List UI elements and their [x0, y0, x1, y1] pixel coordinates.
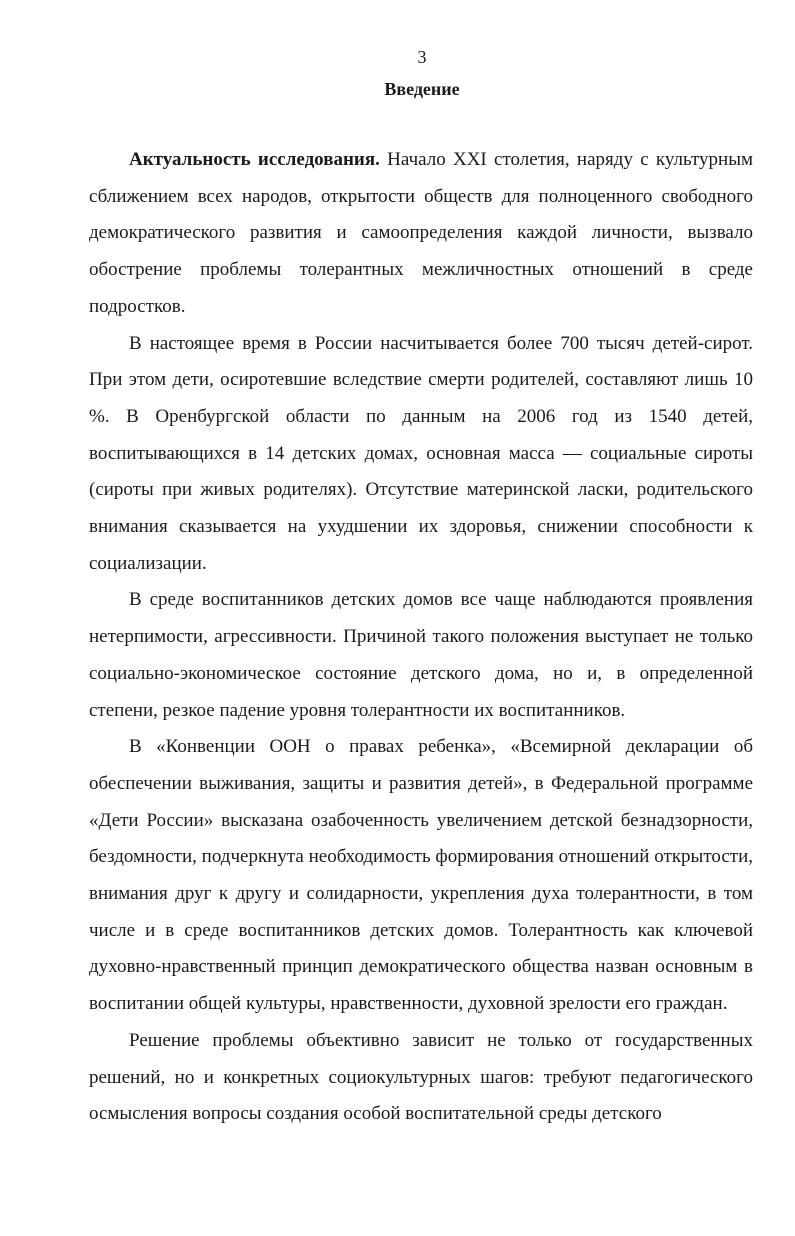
- paragraph-relevance: [89, 142, 753, 326]
- document-body: [89, 142, 753, 1133]
- paragraph-orphans: В настоящее время в России насчитывается более 700 тысяч детей-сирот. При этом дети, осиротевшие вследствие смерти родителей, составляют лишь 10 %. В Оренбургской области по данным на 2006 год из 1540 детей, воспитывающихся в 14 детских домах, основная масса — социальные сироты (сироты при живых родителях). Отсутствие материнской ласки, родительского внимания сказывается на ухудшении их здоровья, снижении способности к социализации.: [89, 332, 753, 574]
- paragraph-text: Начало XXI столетия, наряду с культурным сближением всех народов, открытости обществ для полноценного свободного демократического развития и самоопределения каждой личности, вызвало обострение проблемы толерантных межличностных отношений в среде подростков.: [89, 149, 753, 317]
- paragraph-intolerance: В среде воспитанников детских домов все чаще наблюдаются проявления нетерпимости, агрессивности. Причиной такого положения выступает не только социально-экономическое состояние детского дома, но и, в определенной степени, резкое падение уровня толерантности их воспитанников.: [89, 589, 753, 721]
- page-title: Введение: [384, 79, 460, 99]
- paragraph-convention: В «Конвенции ООН о правах ребенка», «Всемирной декларации об обеспечении выживания, защиты и развития детей», в Федеральной программе «Дети России» высказана озабоченность увеличением детской безнадзорности, бездомности, подчеркнута необходимость формирования отношений открытости, внимания друг к другу и солидарности, укрепления духа толерантности, в том числе и в среде воспитанников детских домов. Толерантность как ключевой духовно-нравственный принцип демократического общества назван основным в воспитании общей культуры, нравственности, духовной зрелости его граждан.: [89, 736, 753, 1015]
- page-number: 3: [417, 47, 427, 67]
- paragraph-solution: Решение проблемы объективно зависит не только от государственных решений, но и конкретных социокультурных шагов: требуют педагогического осмысления вопросы создания особой воспитательной среды детского: [89, 1029, 753, 1125]
- paragraph-lead: Актуальность исследования.: [129, 149, 380, 170]
